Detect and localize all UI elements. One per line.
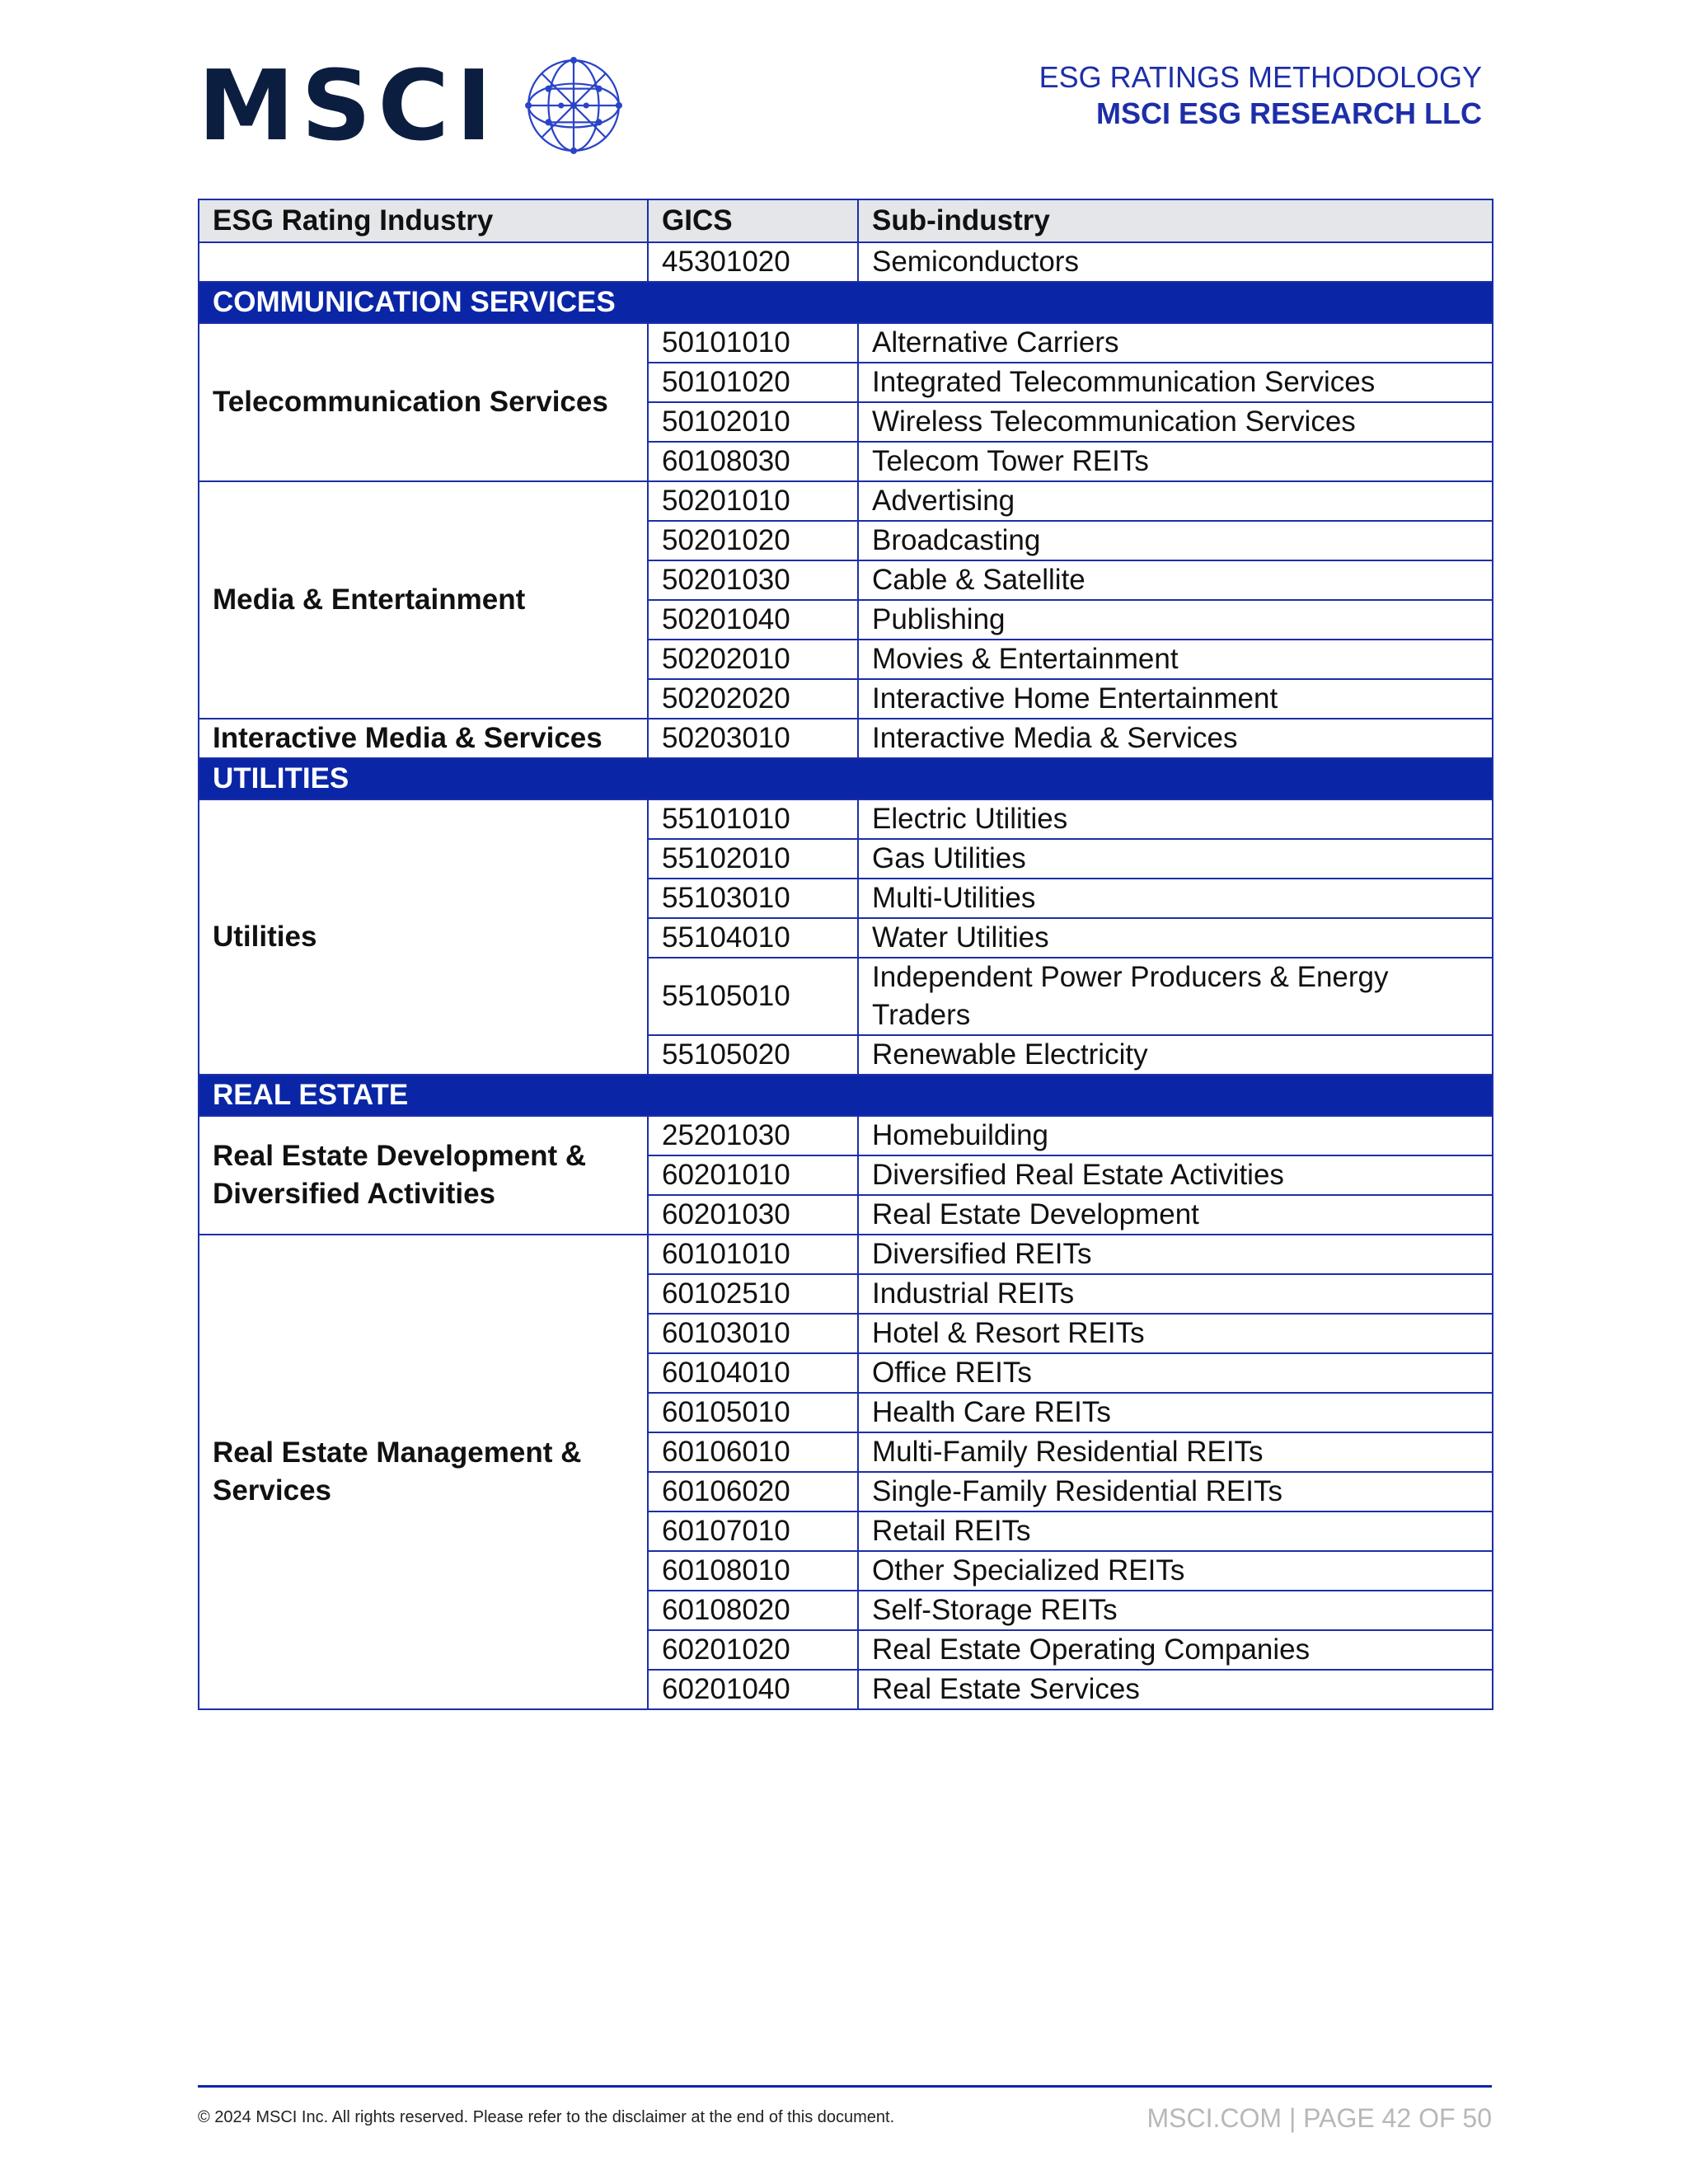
gics-code-cell: 55104010 [648,918,858,958]
gics-code-cell: 50202010 [648,640,858,679]
document-title: ESG RATINGS METHODOLOGY [1039,60,1482,94]
sub-industry-cell: Hotel & Resort REITs [858,1314,1493,1353]
gics-code-cell: 45301020 [648,242,858,282]
gics-code-cell: 50201020 [648,521,858,560]
sub-industry-cell: Renewable Electricity [858,1035,1493,1075]
gics-code-cell: 50101020 [648,363,858,402]
sub-industry-cell: Publishing [858,600,1493,640]
gics-code-cell: 60108020 [648,1591,858,1630]
sub-industry-cell: Integrated Telecommunication Services [858,363,1493,402]
sub-industry-cell: Real Estate Services [858,1670,1493,1709]
footer-copyright: © 2024 MSCI Inc. All rights reserved. Please refer to the disclaimer at the end of this document. [198,2108,895,2126]
globe-network-icon [523,55,624,156]
gics-code-cell: 55105010 [648,958,858,1035]
sector-label: REAL ESTATE [199,1075,1493,1116]
sub-industry-cell: Cable & Satellite [858,560,1493,600]
sub-industry-cell: Independent Power Producers & Energy Traders [858,958,1493,1035]
gics-code-cell: 60104010 [648,1353,858,1393]
gics-code-cell: 25201030 [648,1116,858,1155]
gics-code-cell: 50101010 [648,323,858,363]
sub-industry-cell: Single-Family Residential REITs [858,1472,1493,1511]
sub-industry-cell: Water Utilities [858,918,1493,958]
industry-cell: Real Estate Development & Diversified Activities [199,1116,648,1235]
sub-industry-cell: Broadcasting [858,521,1493,560]
gics-code-cell: 55102010 [648,839,858,879]
sector-row [199,1075,1493,1116]
gics-code-cell: 55101010 [648,799,858,839]
document-header [1039,59,1482,132]
sub-industry-cell: Real Estate Operating Companies [858,1630,1493,1670]
sub-industry-cell: Alternative Carriers [858,323,1493,363]
gics-code-cell: 60108030 [648,442,858,481]
sub-industry-cell: Real Estate Development [858,1195,1493,1235]
sector-row [199,758,1493,799]
sector-label: COMMUNICATION SERVICES [199,282,1493,323]
footer-divider [198,2085,1492,2088]
table-row [199,481,1493,521]
sub-industry-cell: Health Care REITs [858,1393,1493,1432]
industry-cell: Media & Entertainment [199,481,648,719]
gics-code-cell: 60106010 [648,1432,858,1472]
column-header-gics: GICS [648,199,858,242]
sub-industry-cell: Homebuilding [858,1116,1493,1155]
industry-cell: Telecommunication Services [199,323,648,481]
gics-code-cell: 60101010 [648,1235,858,1274]
sub-industry-cell: Diversified REITs [858,1235,1493,1274]
gics-mapping-table [198,199,1493,1710]
table-row [199,1116,1493,1155]
sector-label: UTILITIES [199,758,1493,799]
sub-industry-cell: Office REITs [858,1353,1493,1393]
sub-industry-cell: Self-Storage REITs [858,1591,1493,1630]
gics-code-cell: 60103010 [648,1314,858,1353]
sub-industry-cell: Interactive Home Entertainment [858,679,1493,719]
gics-code-cell: 50102010 [648,402,858,442]
gics-code-cell: 60201040 [648,1670,858,1709]
table-header-row [199,199,1493,242]
sub-industry-cell: Advertising [858,481,1493,521]
sub-industry-cell: Telecom Tower REITs [858,442,1493,481]
column-header-sub-industry: Sub-industry [858,199,1493,242]
industry-cell [199,242,648,282]
gics-code-cell: 60102510 [648,1274,858,1314]
sub-industry-cell: Wireless Telecommunication Services [858,402,1493,442]
gics-code-cell: 55105020 [648,1035,858,1075]
gics-code-cell: 55103010 [648,879,858,918]
gics-code-cell: 60107010 [648,1511,858,1551]
logo-wordmark: MSCI [198,49,499,162]
table-row [199,1235,1493,1274]
industry-cell: Real Estate Management & Services [199,1235,648,1709]
document-subtitle: MSCI ESG RESEARCH LLC [1095,96,1482,130]
table-row [199,323,1493,363]
sub-industry-cell: Multi-Family Residential REITs [858,1432,1493,1472]
table-row [199,719,1493,758]
table-row [199,242,1493,282]
gics-code-cell: 50201010 [648,481,858,521]
column-header-industry: ESG Rating Industry [199,199,648,242]
gics-code-cell: 60201020 [648,1630,858,1670]
sub-industry-cell: Multi-Utilities [858,879,1493,918]
sub-industry-cell: Diversified Real Estate Activities [858,1155,1493,1195]
sub-industry-cell: Electric Utilities [858,799,1493,839]
footer-page-info: MSCI.COM | PAGE 42 OF 50 [1146,2103,1492,2133]
sub-industry-cell: Interactive Media & Services [858,719,1493,758]
gics-code-cell: 50203010 [648,719,858,758]
gics-code-cell: 50202020 [648,679,858,719]
sub-industry-cell: Other Specialized REITs [858,1551,1493,1591]
gics-code-cell: 60201030 [648,1195,858,1235]
sub-industry-cell: Gas Utilities [858,839,1493,879]
gics-code-cell: 60201010 [648,1155,858,1195]
industry-cell: Interactive Media & Services [199,719,648,758]
gics-code-cell: 50201030 [648,560,858,600]
sub-industry-cell: Industrial REITs [858,1274,1493,1314]
sub-industry-cell: Semiconductors [858,242,1493,282]
industry-cell: Utilities [199,799,648,1075]
msci-logo [198,49,624,162]
gics-code-cell: 60105010 [648,1393,858,1432]
table-row [199,799,1493,839]
sub-industry-cell: Retail REITs [858,1511,1493,1551]
gics-code-cell: 50201040 [648,600,858,640]
sector-row [199,282,1493,323]
gics-code-cell: 60108010 [648,1551,858,1591]
sub-industry-cell: Movies & Entertainment [858,640,1493,679]
gics-code-cell: 60106020 [648,1472,858,1511]
